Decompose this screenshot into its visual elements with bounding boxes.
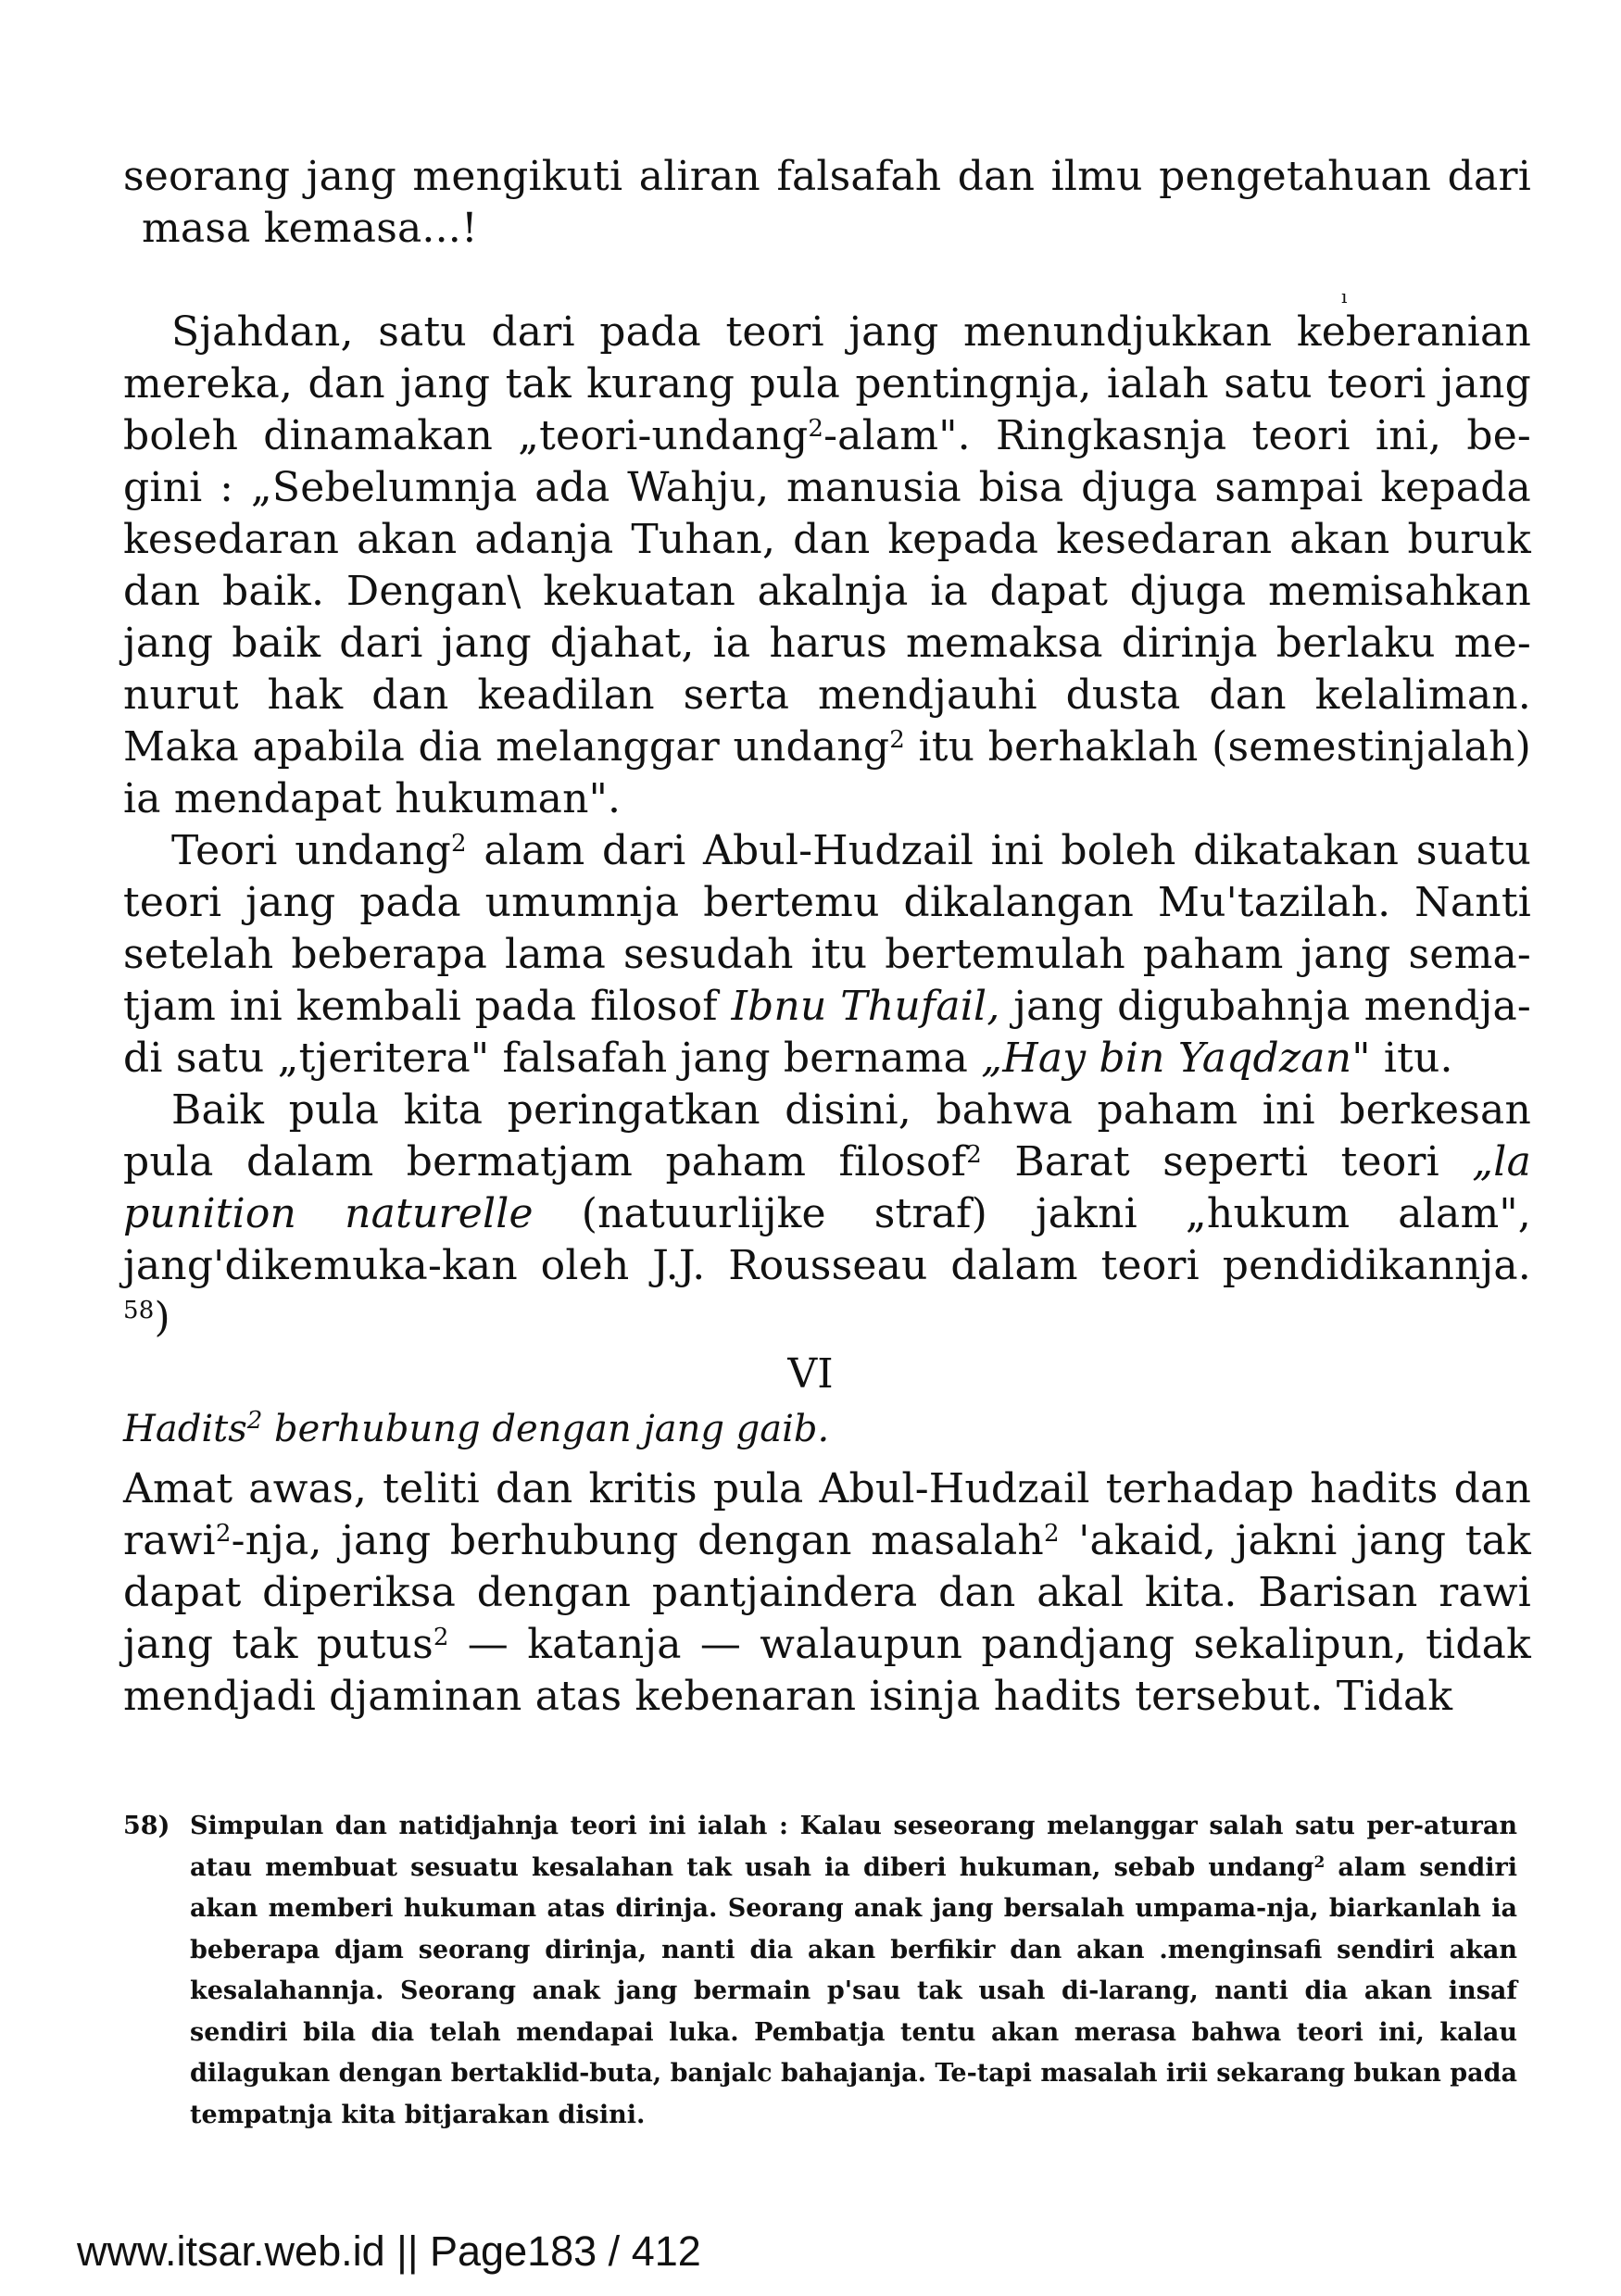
paragraph-rousseau — [123, 1085, 1531, 1344]
stray-mark: ı — [1341, 285, 1348, 307]
text-run: jang digubahnja mendja-di satu „tjeritera" falsafah jang bernama — [123, 983, 1531, 1082]
italic-run: „la punition naturelle — [123, 1138, 1531, 1237]
page-footer: www.itsar.web.id || Page183 / 412 — [77, 2227, 701, 2275]
superscript: 2 — [889, 726, 905, 754]
section-title — [123, 1408, 829, 1450]
paragraph-abul-hudzail — [123, 825, 1531, 1085]
text-run: — katanja — walaupun pandjang sekalipun, tidak mendjadi djaminan atas kebenaran isinja hadits tersebut. Tidak — [123, 1621, 1531, 1720]
paragraph-continuation — [123, 151, 1531, 255]
italic-run: „Hay bin Yaqdzan" — [981, 1035, 1371, 1082]
footnote-58 — [123, 1806, 1517, 2136]
text-run: Teori undang — [171, 827, 451, 874]
superscript: 2 — [1043, 1520, 1060, 1548]
paragraph-line: seorang jang mengikuti aliran falsafah dan ilmu pengetahuan dari — [123, 153, 1531, 200]
superscript: 2 — [1313, 1852, 1326, 1872]
text-run: itu. — [1370, 1035, 1453, 1082]
text-run: itu berhaklah (semestinjalah) ia mendapat hukuman". — [123, 723, 1531, 822]
superscript: 2 — [215, 1520, 232, 1548]
italic-run: Ibnu Thufail, — [731, 983, 1000, 1030]
text-run: 'akaid, jakni jang tak dapat diperiksa dengan pantjaindera dan akal kita. Barisan rawi jang tak putus — [123, 1517, 1531, 1668]
paragraph-hadits — [123, 1463, 1531, 1723]
text-run: Hadits — [123, 1408, 247, 1450]
text-run: Simpulan dan natidjahnja teori ini ialah : Kalau seseorang melanggar salah satu per-aturan atau membuat sesuatu kesalahan tak usah ia diberi hukuman, sebab undang — [190, 1812, 1517, 1882]
text-run: berhubung dengan jang gaib. — [262, 1408, 830, 1450]
text-run: ) — [154, 1294, 170, 1341]
text-run: Baik pula kita peringatkan disini, bahwa paham ini berkesan pula dalam bermatjam paham filosof — [123, 1086, 1531, 1186]
section-number: VI — [787, 1350, 834, 1398]
text-run: -alam". Ringkasnja teori ini, be-gini : „Sebelumnja ada Wahju, manusia bisa djuga sampai kepada kesedaran akan adanja Tuhan, dan kepada kesedaran akan buruk dan baik. Dengan\ kekuatan akalnja ia dapat djuga memisahkan jang baik dari jang djahat, ia harus memaksa dirinja berlaku me-nurut hak dan keadilan serta mendjauhi dusta dan kelaliman. Maka apabila dia melanggar undang — [123, 412, 1531, 771]
text-run: alam dari Abul-Hudzail ini boleh dikatakan suatu teori jang pada umumnja bertemu dikalangan Mu'tazilah. Nanti setelah beberapa lama sesudah itu bertemulah paham jang sema-tjam ini kembali pada filosof — [123, 827, 1531, 1030]
superscript: 2 — [450, 830, 467, 858]
paragraph-line: masa kemasa...! — [142, 205, 478, 252]
text-run: alam sendiri akan memberi hukuman atas dirinja. Seorang anak jang bersalah umpama-nja, biarkanlah ia beberapa djam seorang dirinja, nanti dia akan berfikir dan akan .menginsafi sendiri akan kesalahannja. Seorang anak jang bermain p'sau tak usah di-larang, nanti dia akan insaf sendiri bila dia telah mendapai luka. Pembatja tentu akan merasa bahwa teori ini, kalau dilagukan dengan bertaklid-buta, banjalc bahajanja. Te-tapi masalah irii sekarang bukan pada tempatnja kita bitjarakan disini. — [190, 1852, 1517, 2129]
text-run: Sjahdan, satu dari pada teori jang menundjukkan keberanian mereka, dan jang tak kurang pula pentingnja, ialah satu teori jang boleh dinamakan „teori-undang — [123, 308, 1531, 459]
superscript: 2 — [433, 1624, 449, 1651]
footnote-number: 58) — [123, 1812, 170, 1840]
text-run: Amat awas, teliti dan kritis pula Abul-Hudzail terhadap hadits dan rawi — [123, 1465, 1531, 1564]
superscript: 2 — [246, 1407, 263, 1435]
superscript: 2 — [966, 1141, 982, 1169]
text-run: (natuurlijke straf) jakni „hukum alam", jang'dikemuka-kan oleh J.J. Rousseau dalam teori pendidikannja. — [123, 1190, 1531, 1289]
paragraph-natural-law-theory — [123, 307, 1531, 825]
text-run: -nja, jang berhubung dengan masalah — [231, 1517, 1044, 1564]
superscript: 2 — [808, 415, 824, 443]
footnote-text — [123, 1806, 1517, 2136]
footnote-ref: 58 — [123, 1297, 155, 1324]
text-run: Barat seperti teori — [981, 1138, 1473, 1186]
